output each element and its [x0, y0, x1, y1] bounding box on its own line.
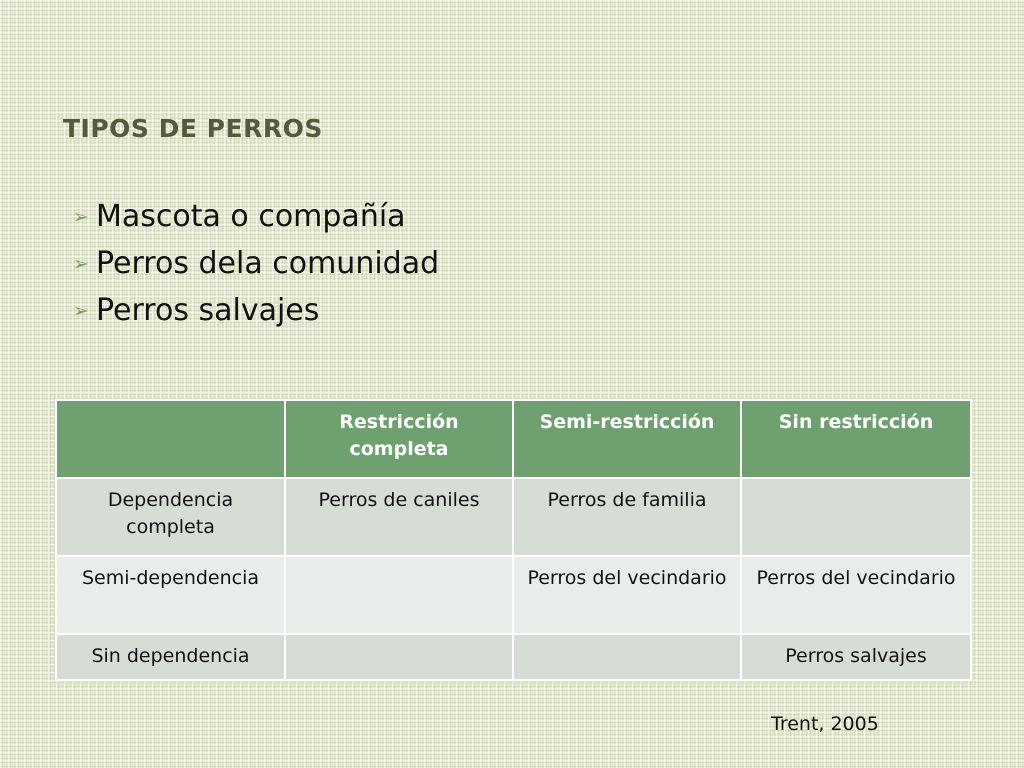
arrow-bullet-icon: ➢	[73, 205, 89, 228]
table-cell: Perros salvajes	[741, 634, 971, 680]
citation: Trent, 2005	[771, 713, 879, 735]
bullet-list	[73, 193, 439, 334]
table-row	[56, 478, 971, 556]
bullet-item	[73, 287, 439, 334]
table-cell: Perros de familia	[513, 478, 741, 556]
table-row-label: Semi-dependencia	[56, 556, 285, 634]
arrow-bullet-icon: ➢	[73, 252, 89, 275]
table-header-row	[56, 400, 971, 478]
table-header-cell: Semi-restricción	[513, 400, 741, 478]
table-cell	[741, 478, 971, 556]
bullet-text: Perros dela comunidad	[96, 246, 440, 281]
table-cell: Perros del vecindario	[513, 556, 741, 634]
slide-title: TIPOS DE PERROS	[63, 114, 323, 143]
table-row-label: Sin dependencia	[56, 634, 285, 680]
table-header-cell: Restricción completa	[285, 400, 513, 478]
dog-types-table	[55, 399, 972, 681]
bullet-item	[73, 193, 439, 240]
table-header-cell	[56, 400, 285, 478]
bullet-item	[73, 240, 439, 287]
table-row	[56, 556, 971, 634]
arrow-bullet-icon: ➢	[73, 299, 89, 322]
table-row-label: Dependencia completa	[56, 478, 285, 556]
table-cell: Perros del vecindario	[741, 556, 971, 634]
table-cell: Perros de caniles	[285, 478, 513, 556]
table-row	[56, 634, 971, 680]
table-cell	[285, 634, 513, 680]
table-cell	[513, 634, 741, 680]
table-header-cell: Sin restricción	[741, 400, 971, 478]
bullet-text: Mascota o compañía	[96, 199, 406, 234]
bullet-text: Perros salvajes	[96, 293, 320, 328]
table-cell	[285, 556, 513, 634]
